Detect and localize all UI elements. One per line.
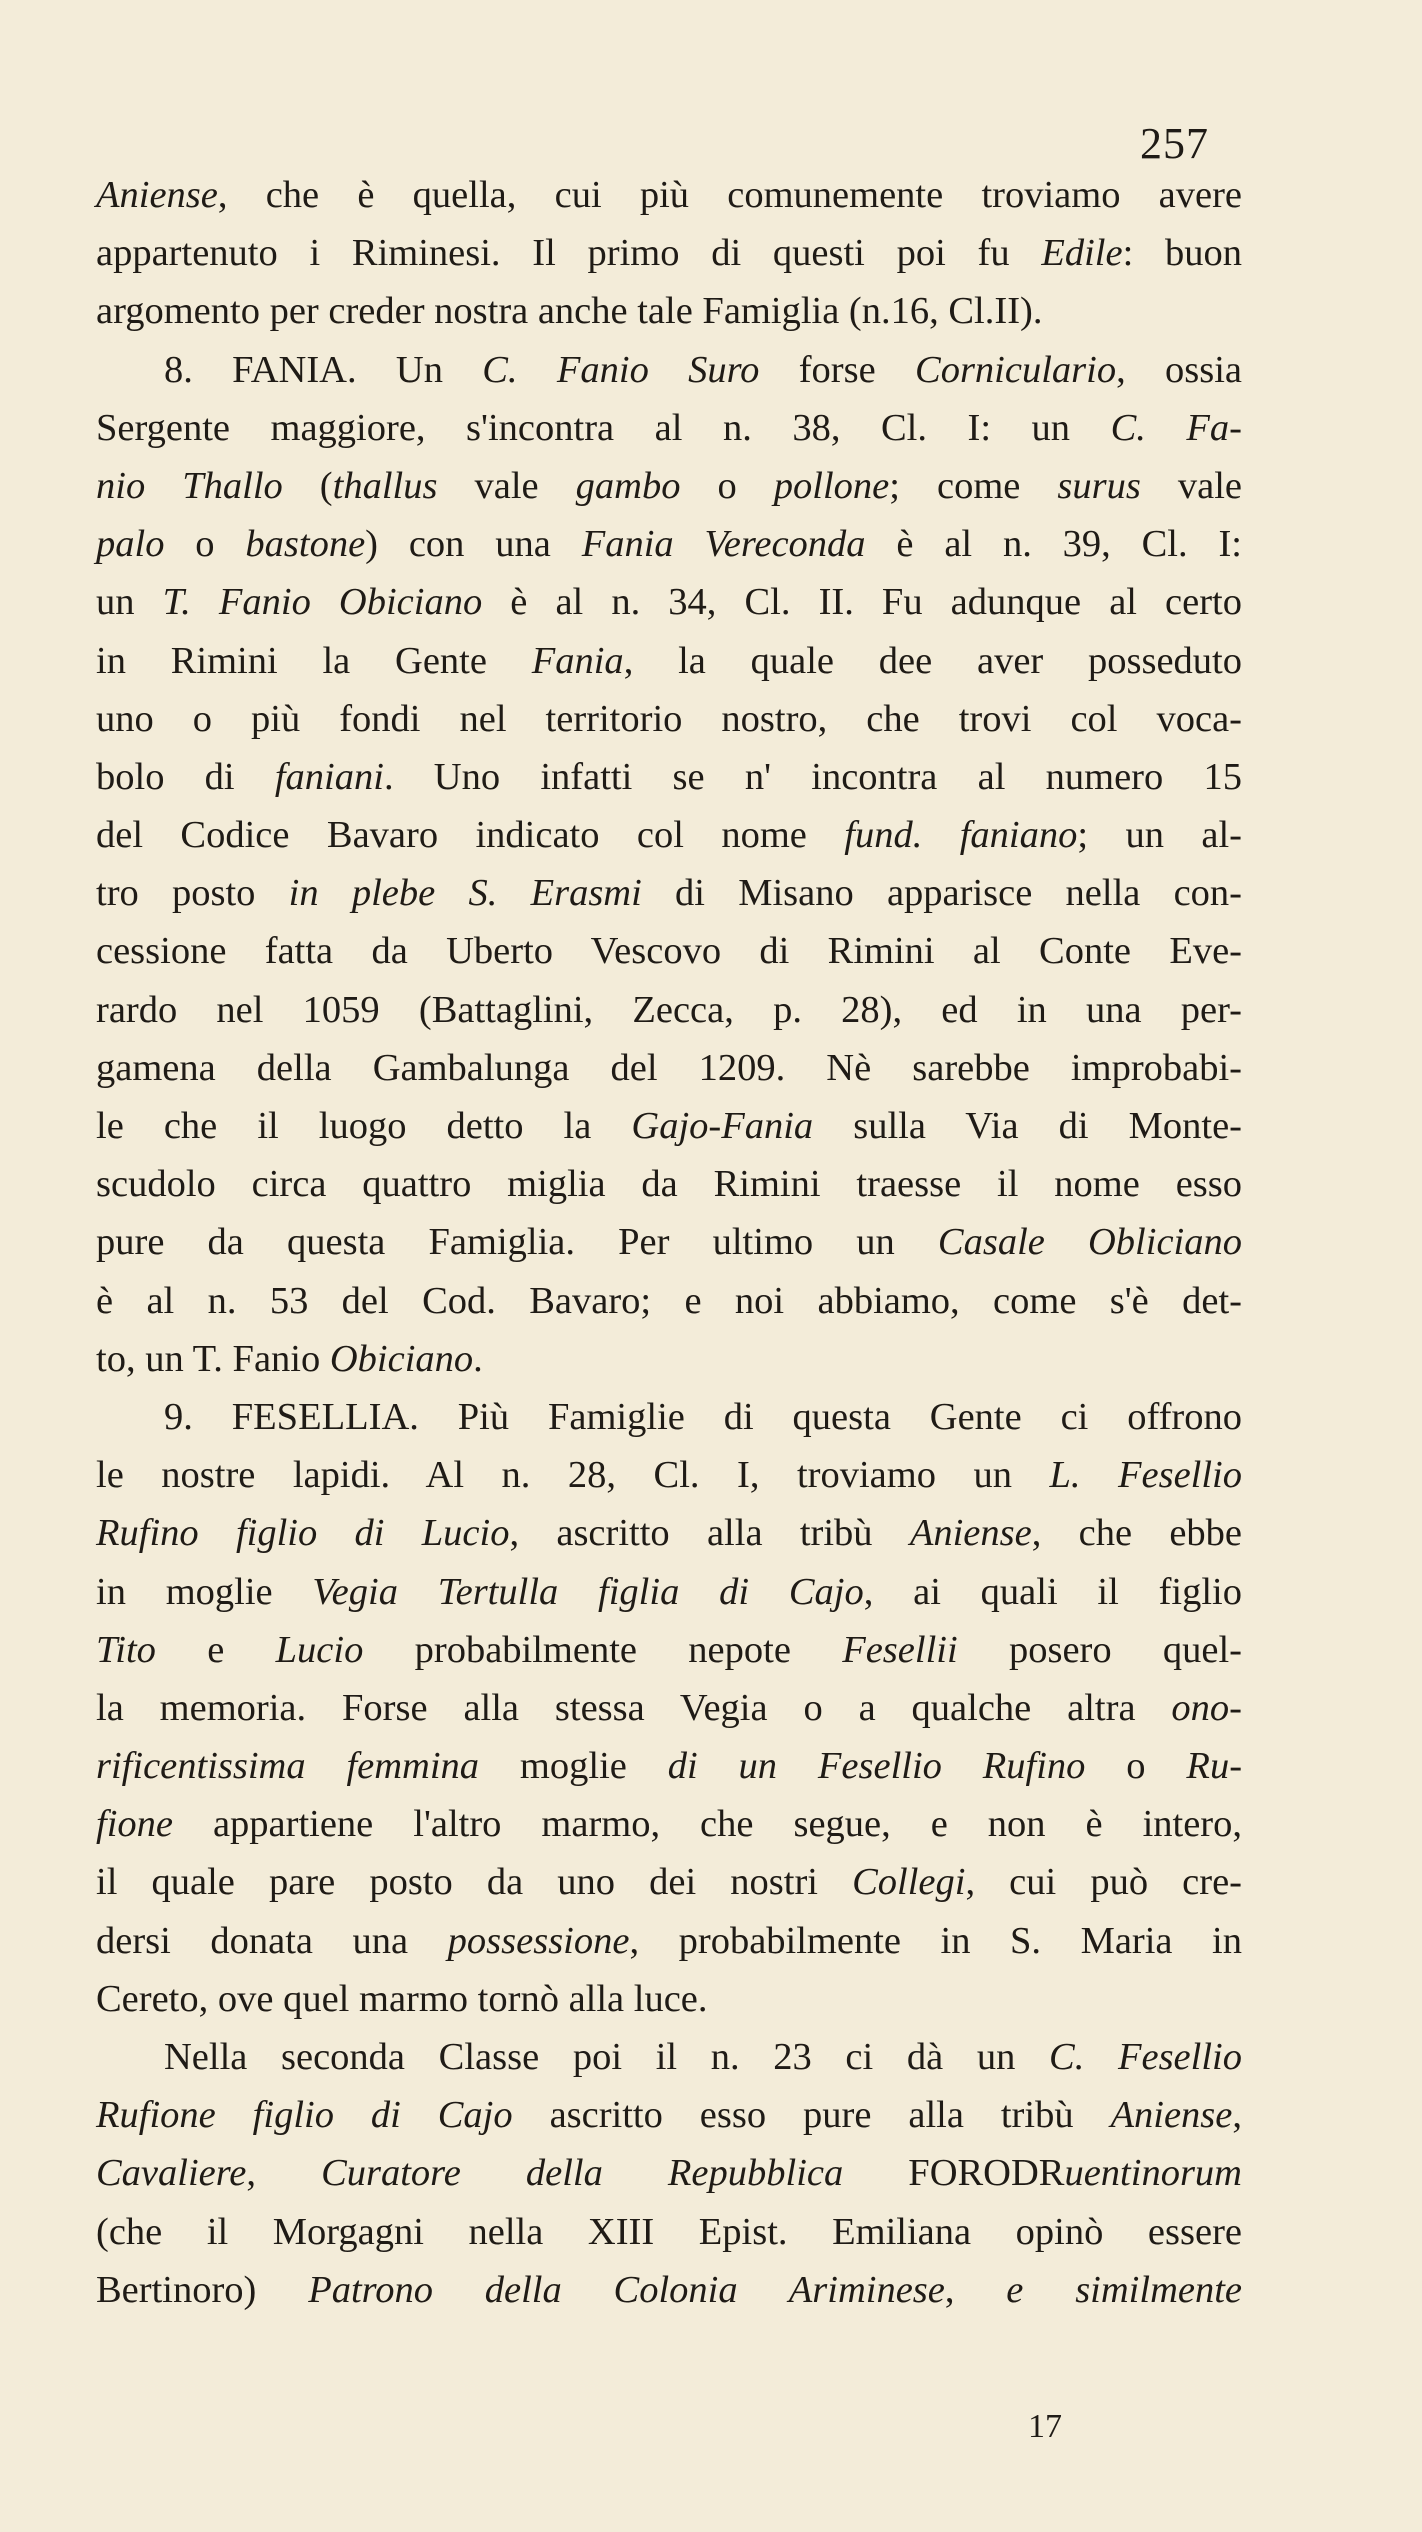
text-segment: , ascritto alla tribù — [509, 1512, 910, 1555]
text-line — [96, 1679, 1242, 1737]
text-line — [96, 1272, 1242, 1330]
text-line — [96, 1563, 1242, 1621]
text-line — [96, 166, 1242, 224]
text-segment: è al n. 34, Cl. II. Fu adunque al certo — [482, 581, 1243, 624]
text-segment: è al n. 39, Cl. I: — [865, 523, 1242, 566]
italic-text: C. Fa- — [1110, 406, 1242, 449]
text-line — [96, 2203, 1242, 2261]
text-line — [96, 457, 1242, 515]
text-line — [96, 515, 1242, 573]
italic-text: rificentissima femmina — [96, 1745, 480, 1788]
text-line — [96, 399, 1242, 457]
italic-text: uentinorum — [1064, 2152, 1242, 2195]
text-segment: gamena della Gambalunga del 1209. Nè sarebbe improbabi- — [96, 1046, 1242, 1089]
text-segment: , ossia — [1116, 348, 1243, 391]
text-segment: ( — [282, 464, 333, 507]
text-segment: di Misano apparisce nella con- — [641, 872, 1243, 915]
text-line — [96, 1039, 1242, 1097]
text-segment: . Uno infatti se n' incontra al numero 15 — [383, 755, 1242, 798]
text-segment: ascritto esso pure alla tribù — [512, 2094, 1111, 2137]
text-segment: e — [155, 1628, 276, 1671]
text-line — [96, 806, 1242, 864]
text-segment: 9. FESELLIA. Più Famiglie di questa Gente ci offrono — [164, 1395, 1242, 1438]
text-segment: probabilmente nepote — [363, 1628, 843, 1671]
text-segment: uno o più fondi nel territorio nostro, che trovi col voca- — [96, 697, 1242, 740]
text-segment: ) con una — [365, 523, 582, 566]
text-line — [96, 690, 1242, 748]
text-segment: . — [473, 1337, 483, 1380]
italic-text: Casale Obliciano — [937, 1221, 1242, 1264]
text-line — [96, 1970, 1242, 2028]
text-segment: dersi donata una — [96, 1919, 448, 1962]
italic-text: L. Fesellio — [1049, 1454, 1243, 1497]
italic-text: palo — [96, 523, 165, 566]
italic-text: Aniense — [96, 174, 218, 216]
text-line — [96, 2261, 1242, 2319]
text-line — [96, 1213, 1242, 1271]
italic-text: ono- — [1171, 1686, 1242, 1729]
text-segment: argomento per creder nostra anche tale Famiglia (n.16, Cl.II). — [96, 290, 1043, 333]
text-segment: , — [1232, 2094, 1242, 2137]
text-segment: vale — [437, 464, 576, 507]
text-segment: appartiene l'altro marmo, che segue, e non è intero, — [172, 1803, 1242, 1846]
italic-text: Aniense — [1110, 2094, 1233, 2137]
text-line — [96, 1737, 1242, 1795]
text-segment: , cui può cre- — [965, 1861, 1242, 1904]
text-segment: moglie — [479, 1745, 668, 1788]
italic-text: fione — [96, 1803, 173, 1846]
italic-text: Obiciano — [329, 1337, 474, 1380]
text-segment: FORODR — [843, 2152, 1065, 2195]
italic-text: pollone — [773, 464, 890, 507]
text-segment: ; come — [889, 464, 1058, 507]
text-segment: il quale pare posto da uno dei nostri — [96, 1861, 853, 1904]
text-segment: un — [96, 581, 163, 624]
italic-text: Aniense — [909, 1512, 1032, 1555]
text-line — [96, 1853, 1242, 1911]
italic-text: possessione — [447, 1919, 630, 1962]
text-segment: Cereto, ove quel marmo tornò alla luce. — [96, 1977, 708, 2020]
italic-text: T. Fanio Obiciano — [162, 581, 483, 624]
text-segment: , ai quali il figlio — [863, 1570, 1242, 1613]
text-line — [96, 1795, 1242, 1853]
text-segment: : buon — [1122, 232, 1242, 275]
text-line — [96, 981, 1242, 1039]
italic-text: Vegia Tertulla figlia di Cajo — [312, 1570, 864, 1613]
italic-text: thallus — [332, 464, 438, 507]
text-line — [96, 2144, 1242, 2202]
italic-text: Fania — [531, 639, 624, 682]
text-segment: in Rimini la Gente — [96, 639, 532, 682]
italic-text: Edile — [1041, 232, 1123, 275]
italic-text: Collegi — [852, 1861, 966, 1904]
italic-text: bastone — [245, 523, 366, 566]
italic-text: Corniculario — [915, 348, 1117, 391]
text-segment: 8. FANIA. Un — [164, 348, 483, 391]
text-line — [96, 1446, 1242, 1504]
text-line — [96, 1155, 1242, 1213]
text-segment: , la quale dee aver posseduto — [623, 639, 1242, 682]
text-segment: to, un T. Fanio — [96, 1337, 330, 1380]
text-segment: ; un al- — [1077, 814, 1242, 857]
text-segment: bolo di — [96, 755, 275, 798]
text-line — [96, 1388, 1242, 1446]
text-line — [96, 1621, 1242, 1679]
text-line — [96, 1504, 1242, 1562]
italic-text: surus — [1057, 464, 1141, 507]
italic-text: Curatore della Repubblica — [321, 2152, 844, 2195]
italic-text: e similmente — [1006, 2268, 1242, 2311]
text-line — [96, 341, 1242, 399]
text-segment: le nostre lapidi. Al n. 28, Cl. I, troviamo un — [96, 1454, 1050, 1497]
text-segment: le che il luogo detto la — [96, 1105, 632, 1147]
text-segment: la memoria. Forse alla stessa Vegia o a qualche altra — [96, 1686, 1172, 1729]
italic-text: Rufione figlio di Cajo — [96, 2094, 513, 2137]
signature-mark: 17 — [1028, 2408, 1062, 2445]
text-segment: o — [1085, 1745, 1187, 1788]
text-segment: scudolo circa quattro miglia da Rimini traesse il nome esso — [96, 1163, 1242, 1206]
body-text — [96, 166, 1242, 2319]
text-segment: tro posto — [96, 872, 289, 915]
text-segment: , — [246, 2152, 322, 2195]
italic-text: Cavaliere — [96, 2152, 247, 2195]
text-segment: forse — [759, 348, 916, 391]
text-line — [96, 922, 1242, 980]
italic-text: di un Fesellio Rufino — [667, 1745, 1086, 1788]
text-segment: Nella seconda Classe poi il n. 23 ci dà un — [164, 2036, 1050, 2078]
text-segment: o — [680, 464, 774, 507]
text-line — [96, 282, 1242, 340]
text-segment: , che è quella, cui più comunemente troviamo avere — [217, 174, 1242, 216]
italic-text: faniani — [274, 755, 384, 798]
text-line — [96, 2028, 1242, 2086]
text-segment: (che il Morgagni nella XIII Epist. Emiliana opinò essere — [96, 2210, 1242, 2253]
text-line — [96, 1097, 1242, 1155]
text-segment: sulla Via di Monte- — [813, 1105, 1242, 1147]
text-line — [96, 632, 1242, 690]
text-line — [96, 748, 1242, 806]
text-segment: cessione fatta da Uberto Vescovo di Rimini al Conte Eve- — [96, 930, 1242, 973]
italic-text: nio Thallo — [96, 464, 283, 507]
italic-text: Rufino figlio di Lucio — [96, 1512, 510, 1555]
text-segment: , probabilmente in S. Maria in — [629, 1919, 1242, 1962]
text-segment: vale — [1140, 464, 1242, 507]
page-number: 257 — [1140, 119, 1209, 168]
text-line — [96, 224, 1242, 282]
text-line — [96, 864, 1242, 922]
text-segment: in moglie — [96, 1570, 313, 1613]
italic-text: Gajo-Fania — [631, 1105, 814, 1147]
italic-text: Fesellii — [842, 1628, 958, 1671]
italic-text: Ru- — [1186, 1745, 1243, 1788]
italic-text: Patrono della Colonia Ariminese — [308, 2268, 945, 2311]
italic-text: Fania Vereconda — [581, 523, 866, 566]
text-segment: è al n. 53 del Cod. Bavaro; e noi abbiamo, come s'è det- — [96, 1279, 1242, 1322]
text-segment: , che ebbe — [1031, 1512, 1243, 1555]
text-segment: Sergente maggiore, s'incontra al n. 38, Cl. I: un — [96, 406, 1111, 449]
text-segment: rardo nel 1059 (Battaglini, Zecca, p. 28), ed in una per- — [96, 988, 1242, 1031]
italic-text: in plebe S. Erasmi — [288, 872, 642, 915]
text-line — [96, 1330, 1242, 1388]
italic-text: fund. faniano — [844, 814, 1078, 857]
text-segment: Bertinoro) — [96, 2268, 309, 2311]
text-segment: pure da questa Famiglia. Per ultimo un — [96, 1221, 938, 1264]
italic-text: C. Fanio Suro — [482, 348, 760, 391]
italic-text: Lucio — [275, 1628, 364, 1671]
text-segment: del Codice Bavaro indicato col nome — [96, 814, 845, 857]
text-segment: posero quel- — [957, 1628, 1243, 1671]
italic-text: C. Fesellio — [1049, 2036, 1242, 2078]
text-segment: appartenuto i Riminesi. Il primo di questi poi fu — [96, 232, 1042, 275]
italic-text: Tito — [96, 1628, 156, 1671]
text-line — [96, 573, 1242, 631]
text-segment: o — [164, 523, 246, 566]
text-segment: , — [944, 2268, 1007, 2311]
text-line — [96, 1912, 1242, 1970]
italic-text: gambo — [575, 464, 681, 507]
text-line — [96, 2086, 1242, 2144]
